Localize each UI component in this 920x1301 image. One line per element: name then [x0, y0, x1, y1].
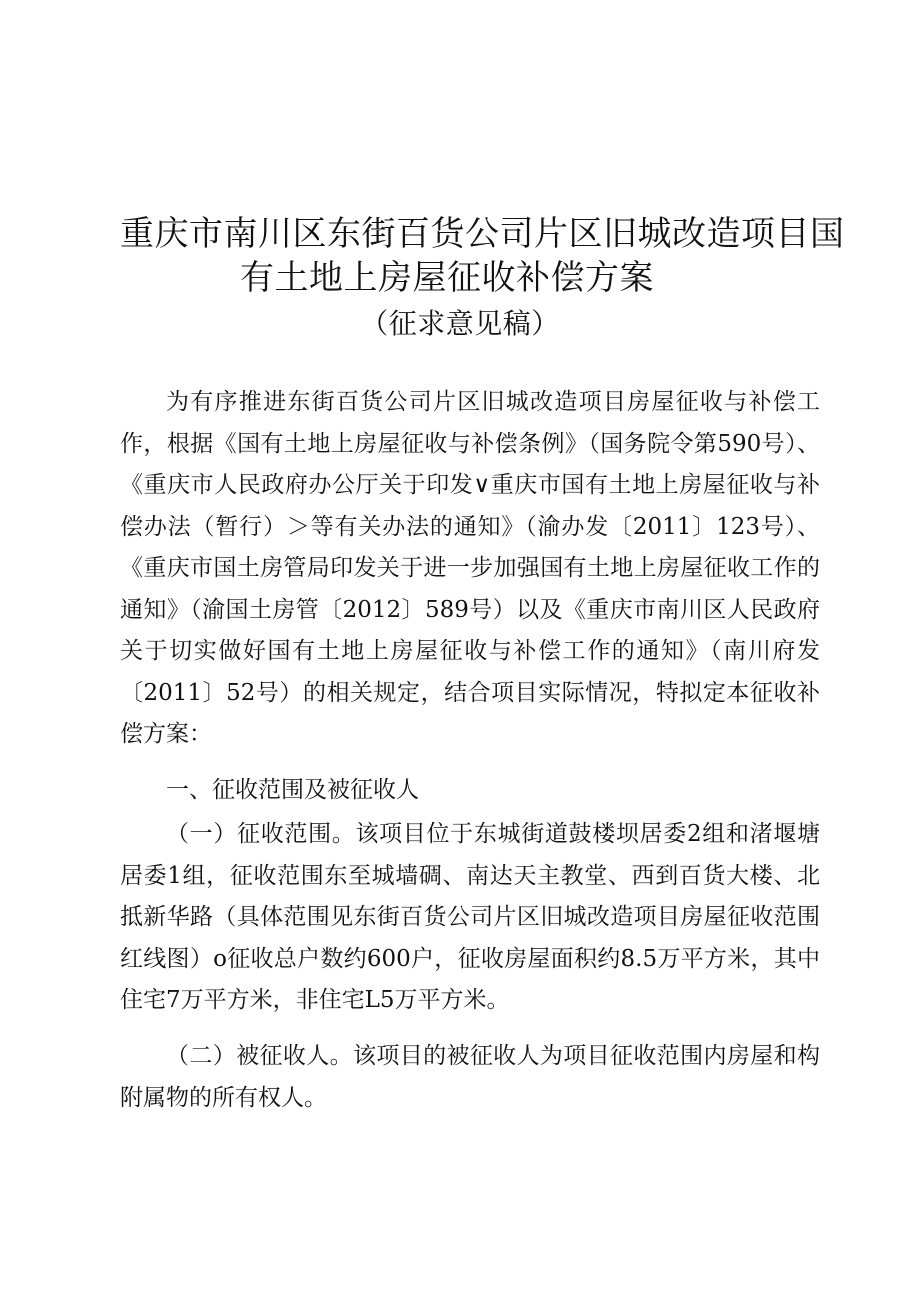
document-title-line-1: 重庆市南川区东街百货公司片区旧城改造项目国 [120, 214, 845, 254]
intro-paragraph: 为有序推进东街百货公司片区旧城改造项目房屋征收与补偿工作，根据《国有土地上房屋征收与补偿条例》（国务院令第590号）、《重庆市人民政府办公厅关于印发∨重庆市国有土地上房屋征收与补偿办法（暂行）＞等有关办法的通知》（渝办发〔2011〕123号）、《重庆市国土房管局印发关于进一步加强国有土地上房屋征收工作的通知》（渝国土房管〔2012〕589号）以及《重庆市南川区人民政府关于切实做好国有土地上房屋征收与补偿工作的通知》（南川府发〔2011〕52号）的相关规定，结合项目实际情况，特拟定本征收补偿方案： [120, 389, 820, 747]
section-heading: 一、征收范围及被征收人 [166, 777, 419, 803]
draft-note: （征求意见稿） [360, 307, 560, 340]
document-title-line-2: 有土地上房屋征收补偿方案 [240, 258, 654, 298]
section-paragraph-scope: （一）征收范围。该项目位于东城街道鼓楼坝居委2组和渚堰塘居委1组，征收范围东至城墙碉、南达天主教堂、西到百货大楼、北抵新华路（具体范围见东街百货公司片区旧城改造项目房屋征收范围红线图）o征收总户数约600户，征收房屋面积约8.5万平方米，其中住宅7万平方米，非住宅L5万平方米。 [120, 821, 820, 1013]
section-paragraph-expropriatee: （二）被征收人。该项目的被征收人为项目征收范围内房屋和构附属物的所有权人。 [120, 1043, 820, 1111]
